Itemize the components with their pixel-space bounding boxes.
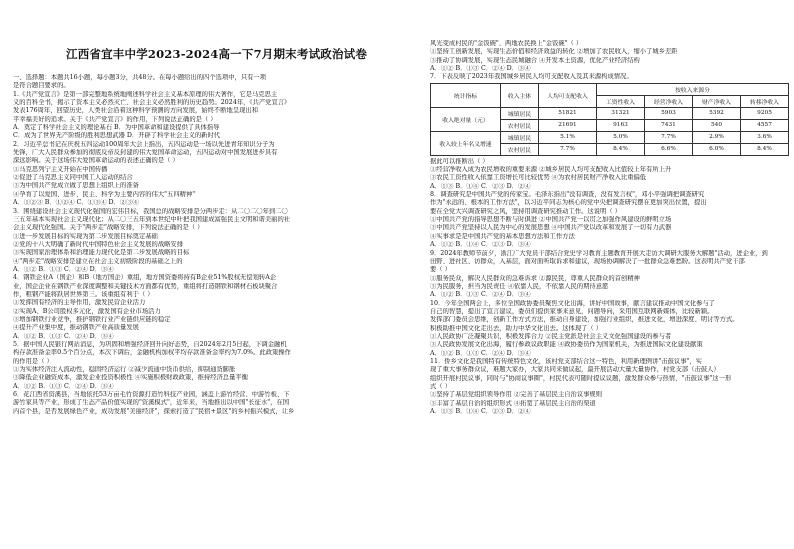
text-line: C．成为了世界无产阶级的胜利思想武器 D．开辟了科学社会主义的新时代	[13, 132, 221, 140]
text-line: 是符合题目要求的。	[13, 82, 70, 90]
table-header-cell: 人均可支配收入	[539, 83, 597, 107]
text-line: ②促进了马克思主义同中国工人运动的结合	[13, 174, 133, 182]
text-line: 义的百科全书，揭示了资本主义必然灭亡、社会主义必然胜利的历史趋势。2024年，《共产党宣言》	[13, 99, 291, 107]
text-line: 发挥部门委员会思维，创新工作方式方法，推动自身建设，加强行业组织，推进文化，增进深度、明讨等方式。	[430, 316, 739, 324]
text-line: 一、选择题：本题共16小题，每小题3分，共48分。在每小题给出的四个选项中，只有一项	[13, 74, 267, 81]
text-line: 的作用是（ ）	[13, 357, 53, 365]
text-line: 先锋，广大人民群众参加的彻底反帝反封建的伟大爱国革命运动，五四运动对中国发展进步具有	[13, 149, 278, 157]
table-cell: 51821	[539, 107, 597, 119]
table-cell: 9205	[741, 107, 789, 119]
text-line: ①为实体经济注入流动性，稳固经济运行 ②减少流通中货币供给，抑制通货膨胀	[13, 366, 236, 374]
text-line: ①中国共产党的指导思想不断与时俱进 ②中国共产党一以贯之加强作风建设的鲜明立场	[430, 216, 672, 224]
text-line: ①坚持工创新发展，实现生态价值和经济效益的转化 ②增加了农民收入，缩小了城乡差距	[430, 48, 678, 56]
text-line: 构存款准备金率0.5个百分点，本次下调后，金融机构加权平均存款准备金率约为7.0%。此政策操作	[13, 349, 291, 357]
text-line: 4．钢铁企业A（国企）和B（地方国企）重组，地方国资委将持有B企业51%股权无偿划转A企	[13, 274, 277, 282]
text-line: ③丰富了基层自治的组织形式 ④拓宽了基层民主自治的渠道	[430, 399, 596, 407]
text-line: 9．2024年教师节前夕，浙江广大党员干部结合党史学习教育主题教育开展大走访大调研大服务大解题"活动，进企业，到	[430, 249, 768, 257]
text-line: ①发挥国有经济的主导作用，激发民营企业活力	[13, 299, 146, 307]
text-line: 风光变成村民的"金饭碗"、两地农民换上"金饭碗"（ ）	[430, 40, 583, 47]
table-cell: 5392	[693, 107, 741, 119]
text-line: ③为民服务，担当为民责任 ④依靠人民，不依靠人民的期待意愿	[430, 282, 609, 290]
table-header-cell: 按收入来源分	[597, 83, 789, 95]
text-line: A．①② B．①③ C．②④ D．③④	[13, 382, 114, 390]
text-line: A．①② B．①③ C．②④ D．③④	[430, 349, 531, 357]
text-line: ④实事求是是中国共产党的基本思想方法和工作方法	[430, 232, 575, 240]
table-cell: 5.1%	[539, 131, 597, 143]
text-line: ③实现国家治理体系和治理能力现代化是第二步发展战略的目标	[13, 249, 190, 257]
table-cell: 7.7%	[539, 143, 597, 155]
text-line: ③为中国共产党成立做了思想上组织上的准备	[13, 182, 139, 190]
text-line: 深远影响。关于这场伟大爱国革命运动的表述正确的是（ ）	[13, 157, 179, 165]
text-line: A．①③ B．①④ C．②③ D．②④	[430, 408, 531, 416]
text-line: A．奠定了科学社会主义的理论基石 B．为中国革命和建设提供了具体指导	[13, 124, 220, 132]
text-line: A．①③ B．①④ C．②③ D．②④	[430, 182, 531, 190]
text-line: ①进一步发展目标的实现为第二步发展目标奠定基础	[13, 232, 158, 240]
right-column	[397, 0, 794, 549]
text-line: ④孕育了以爱国、进步、民主、科学为主要内容的伟大"五四精神"	[13, 190, 196, 198]
table-header-cell: 财产净收入	[693, 95, 741, 107]
text-line: 据此可以推断出（ ）	[430, 157, 489, 165]
text-line: ①人民政协广泛凝聚共识，积极发挥合力 ②民主党派是社会主义文化强国建设的参与者	[430, 332, 672, 340]
text-line: ④提升产业集中度，推动钢铁产业高质量发展	[13, 324, 139, 332]
text-line: ③农民工资性收入依靠工资增长可比较优势 ④为农村居民财产净收入比重偏低	[430, 174, 647, 182]
text-line: 作为"永远的、根本的工作方法"，以习近平同志为核心的党中央把调查研究摆在更加突出位置，提出	[430, 199, 707, 207]
text-line: 内首个县，是否发展绿色产业，成功发展"美丽经济"，探索打造了"民宿+景区"的乡村振兴模式，让乡	[13, 407, 295, 415]
text-line: 要在全党大兴调查研究之风，坚持用调查研究推动工作。这说明（ ）	[430, 207, 621, 215]
text-line: A．①② B．①③ C．②④ D．③④	[430, 65, 531, 73]
text-line: ①服务民众，解决人民群众的急难诉求 ②源民民，尊重人民群众的首创精神	[430, 274, 640, 282]
text-line: 5．据中国人民银行网站消息，为巩固和增强经济回升向好态势，自2024年2月5日起，下调金融机	[13, 341, 287, 348]
text-line: 田野、进社区、访群众，入基层，面对面听取诉求和建议，现场协调解决了一批群众急难愁盼。这表明共产党干部	[430, 257, 745, 265]
page-title: 江西省宜丰中学2023-2024高一下7月期末考试政治试卷	[66, 47, 368, 61]
income-table	[430, 83, 789, 156]
text-line: 3．围绕建设社会主义现代化强国的宏伟目标，我国总的战略安排是分两步走：从二〇二〇年到二〇	[13, 207, 288, 215]
text-line: 6．花江西省资溪县，当地依托53万亩毛竹资源打造竹科技产业园，涵盖上游竹经营、中游竹板、下	[13, 391, 290, 399]
table-cell: 5.0%	[597, 131, 645, 143]
table-cell: 31321	[597, 107, 645, 119]
text-line: 10．今年全国两会上，多位全国政协委员聚焦文化出海，讲好中国故事，献言建议推动中国文化参与了	[430, 299, 716, 307]
text-line: 2．习近平总书记在庆祝五四运动100周年大会上指出，五四运动是一场以先进青年知识分子为	[13, 140, 275, 148]
table-header-cell: 收入主体	[501, 83, 539, 107]
text-line: 1.《共产党宣言》是第一部完整地系统地阐述科学社会主义基本原理的伟大著作，它是马克思主	[13, 90, 278, 98]
text-line: A．①② B．①③ C．②④ D．③④	[430, 291, 531, 299]
table-row	[431, 131, 789, 143]
table-cell: 6.0%	[693, 143, 741, 155]
text-line: A．①② B．①③ C．②④ D．③④	[13, 265, 114, 273]
table-cell: 8.4%	[597, 143, 645, 155]
table-cell: 9163	[597, 119, 645, 131]
text-line: 8．调查研究是中国共产党的传家宝。毛泽东指出"没有调查，没有发言权"，邓小平强调把调查研究	[430, 191, 705, 199]
text-line: ③降低企业融资成本，激发企业投资积极性 ④实施积极财政政策，推持经济总量平衡	[13, 374, 248, 382]
text-line: ①坚持了基层党组织领导作用 ②完善了基层民主自治议事规则	[430, 391, 603, 399]
text-line: 11．侨乡文化是我国特有传统特色文化，该村党支部结合这一特色，利用新理例讲"击鼓议事"，实	[430, 357, 702, 365]
right-bottom-text	[430, 158, 790, 417]
table-header-cell: 统计指标	[431, 83, 501, 107]
right-column-text	[430, 40, 790, 416]
text-line: A．①②③ B．①②④ C．①③④ D．②③④	[13, 199, 139, 207]
text-line: 发表176周年，回望历史，人类社会沿着这种科学预测的方向发展，始终不断地呈现出和	[13, 107, 259, 115]
table-cell: 收入绝对量（元）	[431, 107, 501, 131]
text-line: ③人民政协发展文化出海，履行参政议政职能 ④政协委员作为国家机关，为推进国际文化建设献策	[430, 341, 703, 349]
text-line: ①马克思列宁主义开始在中国传播	[13, 165, 108, 173]
table-header-cell: 工资性收入	[597, 95, 645, 107]
table-cell: 8.4%	[741, 143, 789, 155]
text-line: 积极助推中国文化走出去，助力中华文化出去。这体现了（ ）	[430, 324, 603, 332]
table-cell: 5903	[645, 107, 693, 119]
table-row	[431, 107, 789, 119]
text-line: ①经营净收入成为农民增收的重要来源 ②城乡居民人均可支配收入比值较上年有所上升	[430, 166, 672, 174]
text-line: ③增加钢铁行业竞争，推护钢铁行业产业链供应链的稳定	[13, 315, 171, 323]
left-column-text	[13, 74, 393, 416]
table-cell: 城镇居民	[501, 131, 539, 143]
text-line: ③中国共产党坚持以人民为中心的发展思想 ④中国共产党以改革和发展了一切有力武器	[430, 224, 672, 232]
text-line: 7．下表反映了2023年我国城乡居民人均可支配收入及其来源构成情况。	[430, 73, 633, 81]
table-cell: 农村居民	[501, 119, 539, 131]
text-line: ④"两步走"战略安排是建立在社会主义初级阶段的基础之上的	[13, 257, 183, 265]
text-line: 要（ ）	[430, 266, 451, 274]
text-line: 式（ ）	[430, 383, 451, 390]
table-cell: 3.6%	[741, 131, 789, 143]
table-header-row	[431, 83, 789, 95]
table-cell: 7.7%	[645, 131, 693, 143]
text-line: 会主义现代化强国。关于"两步走"战略安排，下列说法正确的是（ ）	[13, 224, 204, 232]
table-cell: 540	[693, 119, 741, 131]
text-line: 组织开展村民议事，同时与"协商议事圈"，村民代表可随时提议议题，激发群众参与热情，"击鼓议事"这一形	[430, 374, 732, 382]
table-header-cell: 转移净收入	[741, 95, 789, 107]
right-top-text	[430, 40, 790, 82]
text-line: 平幸福美好的追求。关于《共产党宣言》的作用，下列说法正确的是（ ）	[13, 115, 217, 123]
text-line: 现了重大事务群众议，难题大家办，大家共同来做议起，最开展活动大量大量协作，村党支部（击鼓人）	[430, 366, 720, 374]
table-cell: 收入较上年名义增速	[431, 131, 501, 155]
text-line: 三五年基本实现社会主义现代化；从二〇三五年到本世纪中叶把我国建成富强民主文明和谐美丽的社	[13, 215, 291, 223]
table-cell: 21691	[539, 119, 597, 131]
text-line: 业，国企企业在钢铁产业深度调整和关键技术方面都有优势，重组将打造钢铁和钢材石板块聚合	[13, 282, 278, 290]
text-line: 游竹家具等产业，形成了生态产品价值实现的"资溪模式"，近年来，当地推出以中国"长征水"，在国	[13, 399, 290, 407]
table-cell: 2.9%	[693, 131, 741, 143]
table-cell: 城镇居民	[501, 107, 539, 119]
text-line: A．①② B．①③ C．②④ D．③④	[13, 332, 114, 340]
text-line: 作，粗钢产能将跃居世界第三。该重组有利于（ ）	[13, 290, 154, 298]
table-cell: 6.6%	[645, 143, 693, 155]
table-cell: 4557	[741, 119, 789, 131]
text-line: A．①② B．①④ C．②③ D．③④	[430, 241, 531, 249]
text-line: ③推动了协调发展，实现生态民城融合 ④开发本土资源，优化产业经济结构	[430, 56, 640, 64]
text-line: 自己的智慧，提出了宣言建议，委员们提供家事来意见，问题导向，采用国互联网新媒体，比较新颖。	[430, 307, 714, 315]
text-line: ②党的十八大明确了新时代中国特色社会主义发展的战略安排	[13, 240, 184, 248]
table-cell: 农村居民	[501, 143, 539, 155]
table-header-cell: 经营净收入	[645, 95, 693, 107]
text-line: ②实现A、B公司股权多元化，激发国有企业市场活力	[13, 307, 161, 315]
table-cell: 7431	[645, 119, 693, 131]
